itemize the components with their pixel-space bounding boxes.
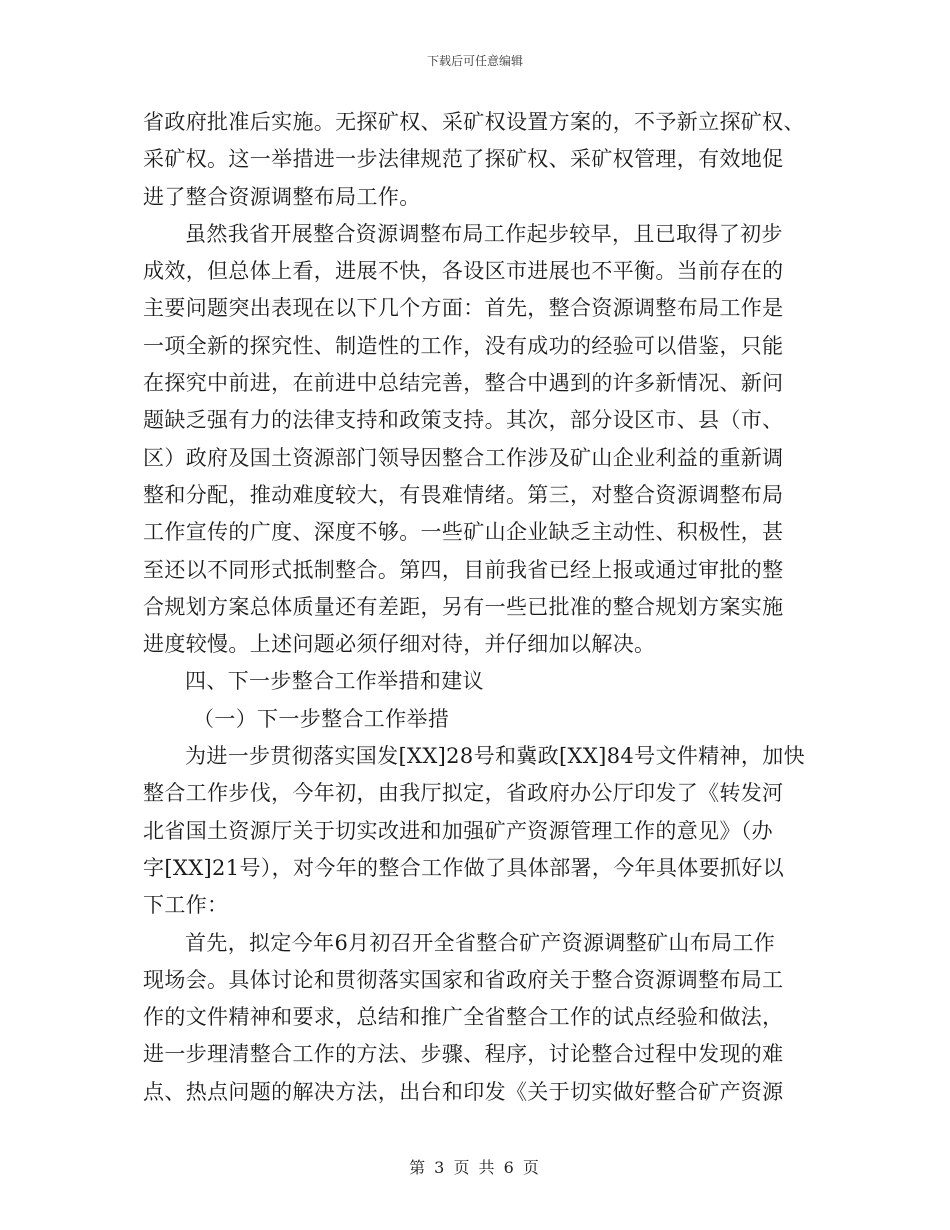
page-header: 下载后可任意编辑 <box>426 54 523 68</box>
text-line: 字[XX]21号），对今年的整合工作做了具体部署，今年具体要抓好以 <box>143 855 785 880</box>
text-line: 题缺乏强有力的法律支持和政策支持。其次，部分设区市、县（市、 <box>143 408 784 433</box>
paragraph-start-line: 为进一步贯彻落实国发[XX]28号和冀政[XX]84号文件精神，加快 <box>185 744 805 769</box>
text-line: 点、热点问题的解决方法，出台和印发《关于切实做好整合矿产资源 <box>143 1079 784 1104</box>
text-line: 北省国土资源厅关于切实改进和加强矿产资源管理工作的意见》（办 <box>143 818 773 843</box>
text-line: 下工作： <box>143 893 229 918</box>
paragraph-start-line: 首先，拟定今年6月初召开全省整合矿产资源调整矿山布局工作 <box>185 930 776 955</box>
text-line: 进一步理清整合工作的方法、步骤、程序，讨论整合过程中发现的难 <box>143 1042 784 1067</box>
text-line: 整和分配，推动难度较大，有畏难情绪。第三，对整合资源调整布局 <box>143 482 784 507</box>
text-line: 进了整合资源调整布局工作。 <box>143 184 421 209</box>
text-line: 省政府批准后实施。无探矿权、采矿权设置方案的，不予新立探矿权、 <box>143 110 805 134</box>
text-line: 进度较慢。上述问题必须仔细对待，并仔细加以解决。 <box>143 632 656 657</box>
text-line: 主要问题突出表现在以下几个方面：首先，整合资源调整布局工作是 <box>143 296 784 321</box>
document-body <box>143 104 803 1111</box>
page-footer: 第 3 页 共 6 页 <box>409 1158 541 1177</box>
text-line: 作的文件精神和要求，总结和推广全省整合工作的试点经验和做法， <box>143 1005 784 1030</box>
section-heading: 四、下一步整合工作举措和建议 <box>185 669 484 694</box>
subsection-heading: （一）下一步整合工作举措 <box>193 706 450 731</box>
text-line: 工作宣传的广度、深度不够。一些矿山企业缺乏主动性、积极性，甚 <box>143 520 784 545</box>
text-line: 成效，但总体上看，进展不快，各设区市进展也不平衡。当前存在的 <box>143 259 784 284</box>
text-line: 在探究中前进，在前进中总结完善，整合中遇到的许多新情况、新问 <box>143 371 784 396</box>
text-line: 合规划方案总体质量还有差距，另有一些已批准的整合规划方案实施 <box>143 594 784 619</box>
paragraph-start-line: 虽然我省开展整合资源调整布局工作起步较早，且已取得了初步 <box>185 221 783 246</box>
text-line: 区）政府及国土资源部门领导因整合工作涉及矿山企业利益的重新调 <box>143 445 784 470</box>
text-line: 采矿权。这一举措进一步法律规范了探矿权、采矿权管理，有效地促 <box>143 147 784 172</box>
text-line: 至还以不同形式抵制整合。第四，目前我省已经上报或通过审批的整 <box>143 557 784 582</box>
text-line: 现场会。具体讨论和贯彻落实国家和省政府关于整合资源调整布局工 <box>143 967 784 992</box>
text-line: 整合工作步伐，今年初，由我厅拟定，省政府办公厅印发了《转发河 <box>143 781 784 806</box>
text-line: 一项全新的探究性、制造性的工作，没有成功的经验可以借鉴，只能 <box>143 333 784 358</box>
